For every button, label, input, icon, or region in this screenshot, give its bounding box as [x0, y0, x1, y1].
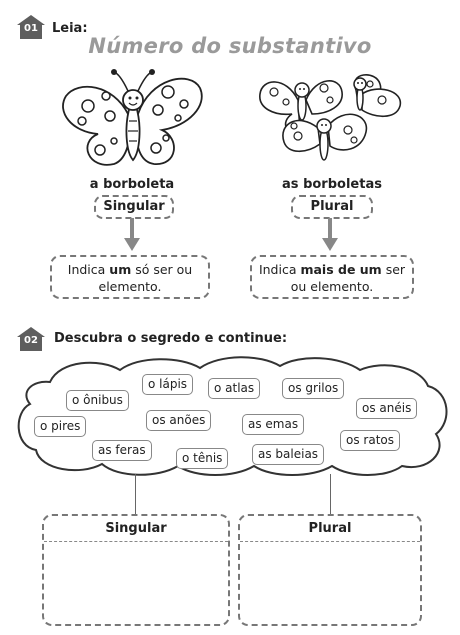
arrow-down-icon — [322, 218, 338, 252]
singular-desc-bold: um — [109, 262, 132, 277]
connector-line — [135, 474, 136, 514]
plural-answer-box[interactable] — [238, 514, 422, 626]
butterflies-icon — [258, 70, 408, 170]
divider — [44, 541, 228, 542]
exercise-number: 02 — [24, 335, 38, 346]
word-card: os anéis — [356, 398, 417, 419]
singular-answer-box[interactable] — [42, 514, 230, 626]
plural-desc-bold: mais de um — [300, 262, 382, 277]
plural-desc-rest: ser ou elemento. — [290, 262, 406, 294]
word-card: os grilos — [282, 378, 344, 399]
singular-caption: a borboleta — [89, 177, 175, 192]
plural-description — [250, 255, 414, 299]
singular-description — [50, 255, 210, 299]
page-title: Número do substantivo — [88, 34, 372, 58]
singular-tag: Singular — [94, 195, 174, 219]
plural-caption: as borboletas — [282, 177, 382, 192]
singular-desc-text: Indica — [67, 262, 110, 277]
plural-box-label: Plural — [308, 521, 352, 536]
exercise-number: 01 — [24, 23, 38, 34]
plural-desc-text: Indica — [258, 262, 301, 277]
word-card: o lápis — [142, 374, 193, 395]
word-card: o tênis — [176, 448, 228, 469]
divider — [240, 541, 420, 542]
word-card: o ônibus — [66, 390, 129, 411]
word-card: o atlas — [208, 378, 260, 399]
plural-tag: Plural — [291, 195, 373, 219]
singular-desc-rest: só ser ou elemento. — [98, 262, 193, 294]
butterfly-icon — [58, 66, 208, 176]
connector-line — [330, 474, 331, 514]
word-card: as emas — [242, 414, 304, 435]
arrow-down-icon — [124, 218, 140, 252]
word-card: os anões — [146, 410, 211, 431]
house-icon — [16, 326, 46, 350]
exercise-heading: Descubra o segredo e continue: — [54, 331, 288, 346]
word-card: as baleias — [252, 444, 324, 465]
singular-box-label: Singular — [105, 521, 167, 536]
word-card: os ratos — [340, 430, 400, 451]
word-card: as feras — [92, 440, 152, 461]
exercise-heading: Leia: — [52, 21, 88, 36]
word-card: o pires — [34, 416, 86, 437]
